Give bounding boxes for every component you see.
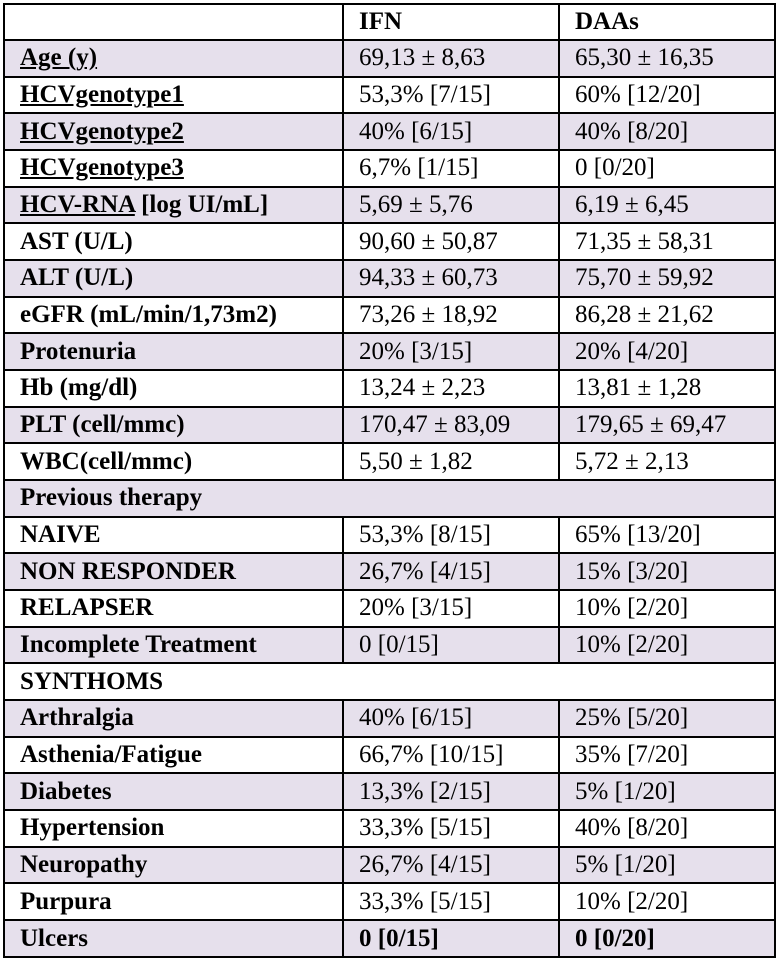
- row-diabetes: [4, 773, 775, 810]
- row-label: HCVgenotype2: [4, 113, 343, 150]
- row-label: PLT (cell/mmc): [4, 407, 343, 444]
- section-heading: Previous therapy: [4, 480, 775, 517]
- daa-value: 10% [2/20]: [559, 590, 775, 627]
- row-label: Ulcers: [4, 920, 343, 957]
- daa-value: 65% [13/20]: [559, 517, 775, 554]
- ifn-value: 90,60 ± 50,87: [343, 223, 559, 260]
- daa-value: 0 [0/20]: [559, 920, 775, 957]
- daa-value: 20% [4/20]: [559, 333, 775, 370]
- daa-value: 6,19 ± 6,45: [559, 187, 775, 224]
- row-label: Hb (mg/dl): [4, 370, 343, 407]
- ifn-value: 94,33 ± 60,73: [343, 260, 559, 297]
- row-non-responder: [4, 553, 775, 590]
- daa-value: 65,30 ± 16,35: [559, 40, 775, 77]
- row-label: Diabetes: [4, 773, 343, 810]
- row-relapser: [4, 590, 775, 627]
- daa-value: 71,35 ± 58,31: [559, 223, 775, 260]
- ifn-value: 5,50 ± 1,82: [343, 443, 559, 480]
- daa-value: 60% [12/20]: [559, 77, 775, 114]
- daa-value: 5,72 ± 2,13: [559, 443, 775, 480]
- header-empty-cell: [4, 4, 343, 40]
- section-synthoms: [4, 663, 775, 700]
- row-hypertension: [4, 810, 775, 847]
- row-label: WBC(cell/mmc): [4, 443, 343, 480]
- ifn-value: 26,7% [4/15]: [343, 553, 559, 590]
- row-hcv-genotype-2: [4, 113, 775, 150]
- row-label: NON RESPONDER: [4, 553, 343, 590]
- row-label: Purpura: [4, 883, 343, 920]
- ifn-value: 13,24 ± 2,23: [343, 370, 559, 407]
- row-hcv-genotype-3: [4, 150, 775, 187]
- ifn-value: 0 [0/15]: [343, 627, 559, 664]
- ifn-value: 13,3% [2/15]: [343, 773, 559, 810]
- daa-value: 0 [0/20]: [559, 150, 775, 187]
- ifn-value: 53,3% [7/15]: [343, 77, 559, 114]
- row-label: ALT (U/L): [4, 260, 343, 297]
- row-label: Incomplete Treatment: [4, 627, 343, 664]
- row-label: NAIVE: [4, 517, 343, 554]
- ifn-value: 170,47 ± 83,09: [343, 407, 559, 444]
- row-hcv-rna: [4, 187, 775, 224]
- header-daas: DAAs: [559, 4, 775, 40]
- daa-value: 10% [2/20]: [559, 883, 775, 920]
- ifn-value: 20% [3/15]: [343, 333, 559, 370]
- row-label: Hypertension: [4, 810, 343, 847]
- daa-value: 179,65 ± 69,47: [559, 407, 775, 444]
- daa-value: 13,81 ± 1,28: [559, 370, 775, 407]
- row-label: eGFR (mL/min/1,73m2): [4, 297, 343, 334]
- daa-value: 75,70 ± 59,92: [559, 260, 775, 297]
- row-label-underlined: HCV-RNA: [20, 191, 135, 219]
- ifn-value: 33,3% [5/15]: [343, 810, 559, 847]
- row-hcv-genotype-1: [4, 77, 775, 114]
- row-age: [4, 40, 775, 77]
- row-label: Arthralgia: [4, 700, 343, 737]
- row-purpura: [4, 883, 775, 920]
- row-label: [4, 187, 343, 224]
- daa-value: 5% [1/20]: [559, 773, 775, 810]
- row-asthenia-fatigue: [4, 737, 775, 774]
- ifn-value: 40% [6/15]: [343, 700, 559, 737]
- row-alt: [4, 260, 775, 297]
- ifn-value: 5,69 ± 5,76: [343, 187, 559, 224]
- row-protenuria: [4, 333, 775, 370]
- daa-value: 35% [7/20]: [559, 737, 775, 774]
- row-ulcers: [4, 920, 775, 957]
- ifn-value: 33,3% [5/15]: [343, 883, 559, 920]
- row-neuropathy: [4, 847, 775, 884]
- ifn-value: 26,7% [4/15]: [343, 847, 559, 884]
- row-naive: [4, 517, 775, 554]
- row-label: RELAPSER: [4, 590, 343, 627]
- daa-value: 40% [8/20]: [559, 113, 775, 150]
- header-ifn: IFN: [343, 4, 559, 40]
- row-ast: [4, 223, 775, 260]
- row-label: HCVgenotype3: [4, 150, 343, 187]
- ifn-value: 20% [3/15]: [343, 590, 559, 627]
- ifn-value: 73,26 ± 18,92: [343, 297, 559, 334]
- daa-value: 10% [2/20]: [559, 627, 775, 664]
- row-label: Age (y): [4, 40, 343, 77]
- ifn-value: 69,13 ± 8,63: [343, 40, 559, 77]
- daa-value: 40% [8/20]: [559, 810, 775, 847]
- ifn-value: 53,3% [8/15]: [343, 517, 559, 554]
- daa-value: 25% [5/20]: [559, 700, 775, 737]
- daa-value: 5% [1/20]: [559, 847, 775, 884]
- section-previous-therapy: [4, 480, 775, 517]
- row-label: HCVgenotype1: [4, 77, 343, 114]
- ifn-value: 66,7% [10/15]: [343, 737, 559, 774]
- row-plt: [4, 407, 775, 444]
- row-egfr: [4, 297, 775, 334]
- header-row: [4, 4, 775, 40]
- row-arthralgia: [4, 700, 775, 737]
- section-heading: SYNTHOMS: [4, 663, 775, 700]
- row-label-unit: [log UI/mL]: [134, 191, 269, 219]
- row-hb: [4, 370, 775, 407]
- row-wbc: [4, 443, 775, 480]
- row-label: Neuropathy: [4, 847, 343, 884]
- daa-value: 86,28 ± 21,62: [559, 297, 775, 334]
- ifn-value: 40% [6/15]: [343, 113, 559, 150]
- comparison-table: [3, 3, 776, 958]
- row-label: Asthenia/Fatigue: [4, 737, 343, 774]
- row-incomplete-treatment: [4, 627, 775, 664]
- row-label: Protenuria: [4, 333, 343, 370]
- ifn-value: 6,7% [1/15]: [343, 150, 559, 187]
- ifn-value: 0 [0/15]: [343, 920, 559, 957]
- row-label: AST (U/L): [4, 223, 343, 260]
- daa-value: 15% [3/20]: [559, 553, 775, 590]
